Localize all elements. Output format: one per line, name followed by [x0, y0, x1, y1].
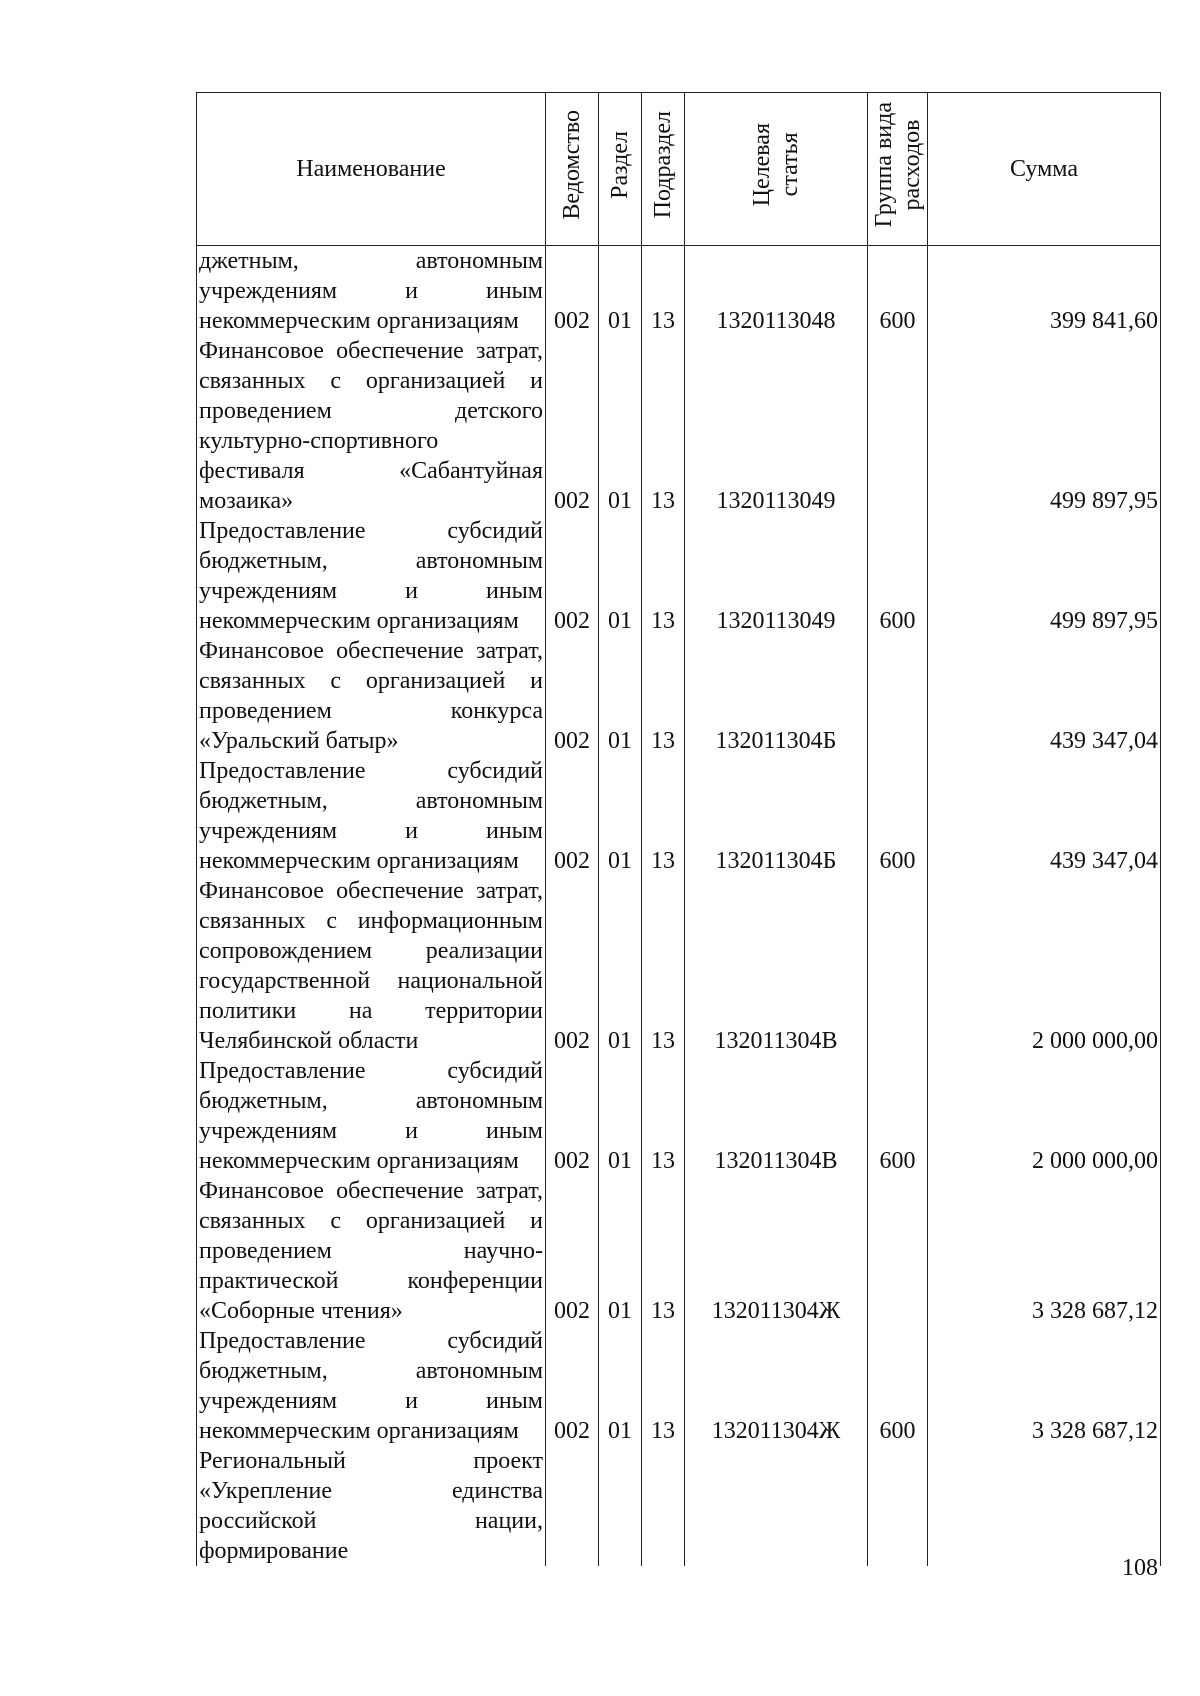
row-department: 002: [546, 756, 599, 876]
row-department: 002: [546, 636, 599, 756]
row-target-article: 132011304В: [685, 876, 868, 1056]
budget-table: [196, 92, 1161, 1566]
row-sum: 2 000 000,00: [928, 876, 1161, 1056]
row-section: 01: [599, 516, 642, 636]
row-name: Предоставление субсидий бюджетным, автономным учреждениям и иным некоммерческим организациям: [197, 1056, 546, 1176]
row-name: Финансовое обеспечение затрат, связанных с информационным сопровождением реализации государственной национальной политики на территории Челябинской области: [197, 876, 546, 1056]
row-subsection: 13: [642, 336, 685, 516]
row-sum: 3 328 687,12: [928, 1176, 1161, 1326]
row-expense-group: 600: [868, 1326, 928, 1446]
row-expense-group: [868, 336, 928, 516]
page-number: 108: [1122, 1555, 1158, 1581]
row-department: 002: [546, 876, 599, 1056]
header-department: Ведомство: [546, 93, 599, 246]
row-section: 01: [599, 636, 642, 756]
row-expense-group: 600: [868, 516, 928, 636]
row-subsection: 13: [642, 1326, 685, 1446]
row-name: Финансовое обеспечение затрат, связанных с организацией и проведением научно-практической конференции «Соборные чтения»: [197, 1176, 546, 1326]
row-target-article: 132011304Б: [685, 756, 868, 876]
row-section: 01: [599, 1176, 642, 1326]
table-row: [197, 756, 1161, 876]
row-section: 01: [599, 1056, 642, 1176]
row-name: джетным, автономным учреждениям и иным некоммерческим организациям: [197, 246, 546, 337]
row-subsection: 13: [642, 636, 685, 756]
header-expense-group: Группа вида расходов: [868, 93, 928, 246]
row-target-article: 132011304Б: [685, 636, 868, 756]
row-name: Финансовое обеспечение затрат, связанных с организацией и проведением детского культурно-спортивного фестиваля «Сабантуйная мозаика»: [197, 336, 546, 516]
header-section: Раздел: [599, 93, 642, 246]
row-sum: 399 841,60: [928, 246, 1161, 337]
table-row: [197, 1326, 1161, 1446]
row-target-article: 132011304В: [685, 1056, 868, 1176]
header-name: Наименование: [197, 93, 546, 246]
table-row: [197, 1176, 1161, 1326]
row-subsection: 13: [642, 516, 685, 636]
row-section: 01: [599, 1326, 642, 1446]
row-department: 002: [546, 1326, 599, 1446]
table-row: [197, 516, 1161, 636]
row-sum: 499 897,95: [928, 336, 1161, 516]
row-expense-group: [868, 1446, 928, 1566]
row-department: 002: [546, 1056, 599, 1176]
row-name: Предоставление субсидий бюджетным, автономным учреждениям и иным некоммерческим организациям: [197, 516, 546, 636]
row-subsection: 13: [642, 246, 685, 337]
row-sum: 439 347,04: [928, 756, 1161, 876]
row-department: [546, 1446, 599, 1566]
table-row: [197, 1056, 1161, 1176]
row-expense-group: 600: [868, 756, 928, 876]
row-subsection: [642, 1446, 685, 1566]
table-row: [197, 336, 1161, 516]
row-name: Региональный проект «Укрепление единства российской нации, формирование: [197, 1446, 546, 1566]
row-department: 002: [546, 516, 599, 636]
row-sum: 499 897,95: [928, 516, 1161, 636]
row-name: Предоставление субсидий бюджетным, автономным учреждениям и иным некоммерческим организациям: [197, 1326, 546, 1446]
row-subsection: 13: [642, 876, 685, 1056]
row-sum: [928, 1446, 1161, 1566]
row-expense-group: [868, 876, 928, 1056]
row-section: 01: [599, 876, 642, 1056]
row-target-article: 1320113049: [685, 336, 868, 516]
row-name: Финансовое обеспечение затрат, связанных с организацией и проведением конкурса «Уральский батыр»: [197, 636, 546, 756]
row-sum: 439 347,04: [928, 636, 1161, 756]
row-target-article: 1320113048: [685, 246, 868, 337]
table-row: [197, 876, 1161, 1056]
table-row: [197, 636, 1161, 756]
row-department: 002: [546, 336, 599, 516]
row-department: 002: [546, 1176, 599, 1326]
row-expense-group: [868, 1176, 928, 1326]
header-sum: Сумма: [928, 93, 1161, 246]
row-target-article: 132011304Ж: [685, 1326, 868, 1446]
table-row: [197, 1446, 1161, 1566]
row-expense-group: [868, 636, 928, 756]
row-sum: 2 000 000,00: [928, 1056, 1161, 1176]
row-subsection: 13: [642, 756, 685, 876]
row-subsection: 13: [642, 1056, 685, 1176]
row-expense-group: 600: [868, 1056, 928, 1176]
row-department: 002: [546, 246, 599, 337]
row-expense-group: 600: [868, 246, 928, 337]
row-target-article: 1320113049: [685, 516, 868, 636]
table-header-row: [197, 93, 1161, 246]
table-row: [197, 246, 1161, 337]
row-name: Предоставление субсидий бюджетным, автономным учреждениям и иным некоммерческим организациям: [197, 756, 546, 876]
row-subsection: 13: [642, 1176, 685, 1326]
header-subsection: Подраздел: [642, 93, 685, 246]
header-target-article: Целевая статья: [685, 93, 868, 246]
row-section: 01: [599, 756, 642, 876]
row-sum: 3 328 687,12: [928, 1326, 1161, 1446]
row-section: 01: [599, 246, 642, 337]
row-target-article: 132011304Ж: [685, 1176, 868, 1326]
row-section: [599, 1446, 642, 1566]
row-target-article: [685, 1446, 868, 1566]
row-section: 01: [599, 336, 642, 516]
